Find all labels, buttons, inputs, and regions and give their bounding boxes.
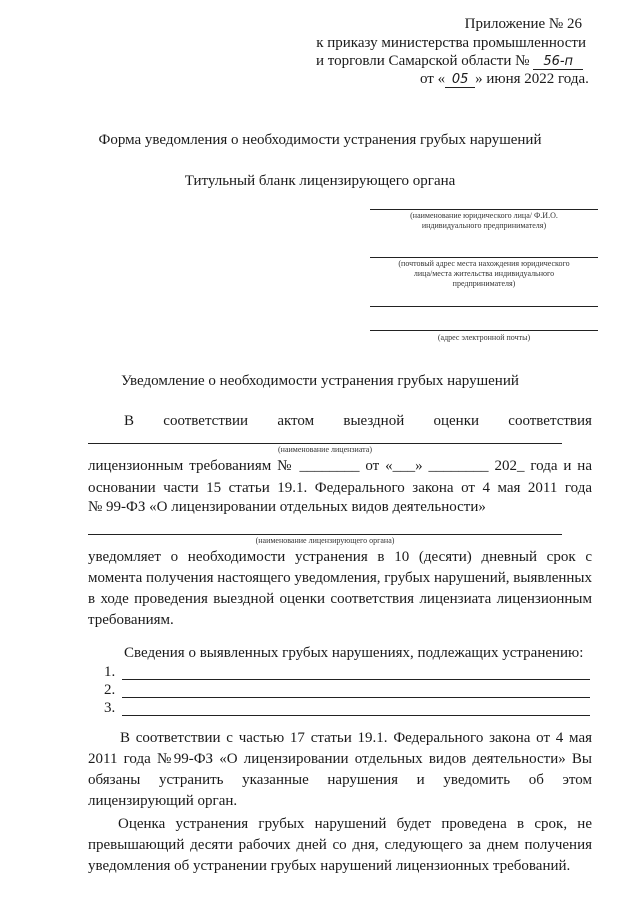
body-word: В [124, 413, 135, 429]
order-number-value: 56-п [533, 54, 583, 70]
order-date-line [420, 71, 589, 88]
recipient-address-caption-line3: предпринимателя) [452, 279, 516, 288]
body-line-4: № 99-ФЗ «О лицензировании отдельных видов деятельности» [88, 499, 486, 515]
licensee-line [88, 443, 562, 444]
recipient-email-caption: (адрес электронной почты) [437, 333, 531, 342]
recipient-name-caption [370, 211, 598, 231]
violation-number: 2. [104, 682, 116, 698]
assessment-paragraph: Оценка устранения грубых нарушений будет проведена в срок, не превышающий десяти рабочих дней со дня, следующего за днем получения уведомления об устранении грубых нарушений лицензионных требований. [88, 816, 592, 874]
order-reference-line: к приказу министерства промышленности [316, 35, 586, 51]
notice-paragraph: уведомляет о необходимости устранения в 10 (десяти) дневный срок с момента получения настоящего уведомления, грубых нарушений, выявленных в ходе проведения выездной оценки соответствия лицензиата лицензионным требованиям. [88, 549, 592, 628]
violation-line [122, 679, 590, 680]
body-word: соответствия [508, 413, 592, 429]
violation-line [122, 715, 590, 716]
order-number-line [316, 53, 583, 70]
recipient-email-line [370, 330, 598, 331]
violations-title: Сведения о выявленных грубых нарушениях, подлежащих устранению: [124, 645, 584, 661]
violation-number: 3. [104, 700, 116, 716]
violation-item [104, 700, 115, 717]
order-number-prefix: и торговли Самарской области № [316, 53, 530, 69]
violation-item [104, 682, 115, 699]
violation-number: 1. [104, 664, 116, 680]
notice-title: Уведомление о необходимости устранения грубых нарушений [121, 373, 519, 389]
appendix-label: Приложение № 26 [464, 16, 582, 32]
order-date-rest: » июня 2022 года. [475, 71, 589, 87]
violation-line [122, 697, 590, 698]
violation-item [104, 664, 115, 681]
blank-title: Титульный бланк лицензирующего органа [184, 173, 456, 189]
body-line-3: основании части 15 статьи 19.1. Федерального закона от 4 мая 2011 года [88, 480, 592, 496]
recipient-address-caption-line2: лица/места жительства индивидуального [413, 269, 555, 278]
order-date-prefix: от « [420, 71, 446, 87]
body-word: выездной [343, 413, 405, 429]
body-line-1 [124, 413, 592, 430]
recipient-name-caption-line1: (наименование юридического лица/ Ф.И.О. [410, 211, 558, 220]
recipient-name-line [370, 209, 598, 210]
licensee-caption: (наименование лицензиата) [278, 445, 372, 454]
body-word: актом [277, 413, 315, 429]
recipient-name-caption-line2: индивидуального предпринимателя) [421, 221, 547, 230]
body-word: оценки [433, 413, 480, 429]
body-line-2: лицензионным требованиям № ________ от «___» ________ 202_ года и на [88, 458, 592, 474]
recipient-address-caption [370, 259, 598, 289]
order-date-day: 05 [445, 72, 475, 88]
authority-caption: (наименование лицензирующего органа) [255, 536, 395, 545]
recipient-address-line [370, 257, 598, 258]
authority-line [88, 534, 562, 535]
body-word: соответствии [163, 413, 249, 429]
obligation-paragraph: В соответствии с частью 17 статьи 19.1. Федерального закона от 4 мая 2011 года №99-ФЗ «О лицензировании отдельных видов деятельности» Вы обязаны устранить указанные нарушения и уведомить об этом лицензирующий орган. [88, 730, 592, 809]
recipient-address-caption-line1: (почтовый адрес места нахождения юридического [398, 259, 570, 268]
recipient-extra-line [370, 306, 598, 307]
form-title: Форма уведомления о необходимости устранения грубых нарушений [98, 132, 542, 148]
